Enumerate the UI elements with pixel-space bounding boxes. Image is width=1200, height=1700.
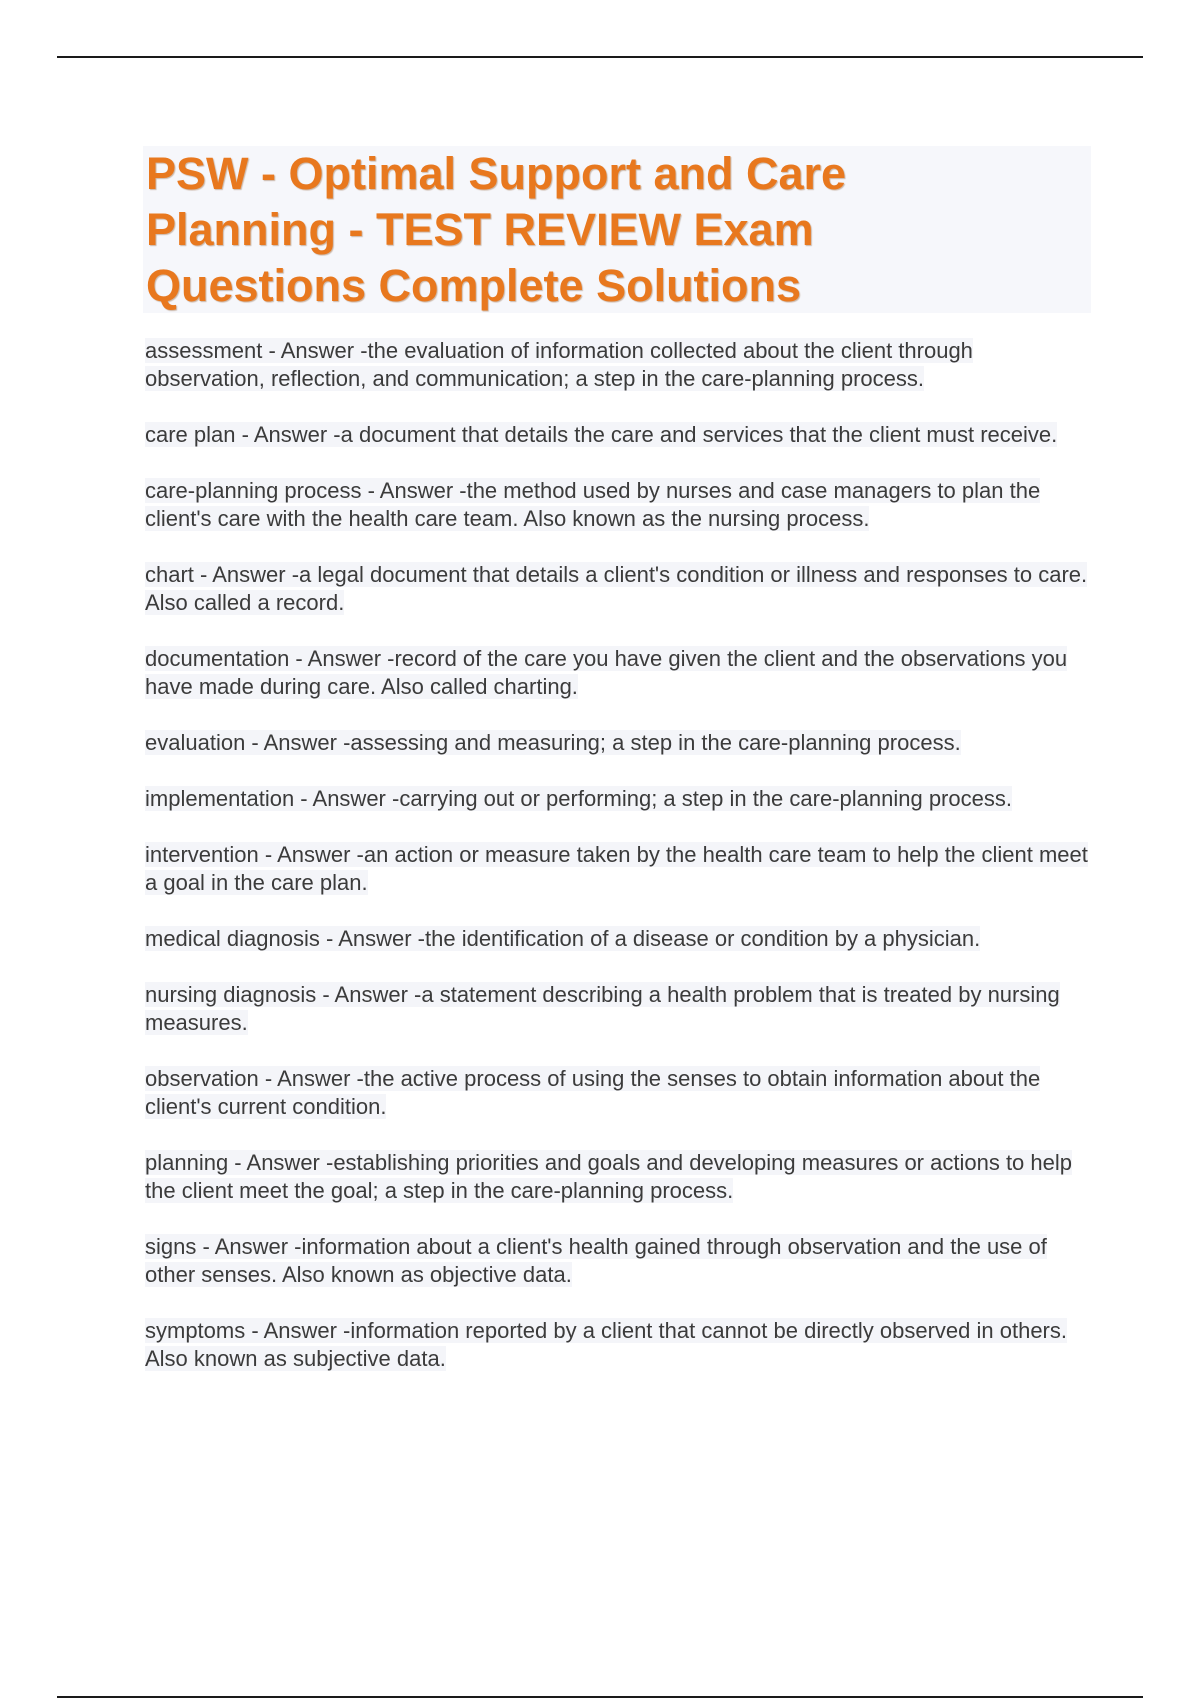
bottom-rule bbox=[57, 1696, 1143, 1698]
glossary-entry bbox=[145, 1233, 1095, 1289]
glossary-entry bbox=[145, 1065, 1095, 1121]
glossary-entry bbox=[145, 337, 1095, 393]
glossary-entry-text: nursing diagnosis - Answer -a statement describing a health problem that is treated by nursing measures. bbox=[145, 982, 1060, 1035]
glossary-entry-text: implementation - Answer -carrying out or performing; a step in the care-planning process. bbox=[145, 786, 1012, 811]
glossary-entry-text: intervention - Answer -an action or measure taken by the health care team to help the client meet a goal in the care plan. bbox=[145, 842, 1088, 895]
glossary-list bbox=[145, 337, 1095, 1373]
glossary-entry-text: medical diagnosis - Answer -the identification of a disease or condition by a physician. bbox=[145, 926, 981, 951]
glossary-entry bbox=[145, 785, 1095, 813]
top-rule bbox=[57, 56, 1143, 58]
glossary-entry-text: evaluation - Answer -assessing and measuring; a step in the care-planning process. bbox=[145, 730, 961, 755]
glossary-entry-text: care plan - Answer -a document that details the care and services that the client must receive. bbox=[145, 422, 1058, 447]
glossary-entry-text: care-planning process - Answer -the method used by nurses and case managers to plan the client's care with the health care team. Also known as the nursing process. bbox=[145, 478, 1041, 531]
glossary-entry bbox=[145, 421, 1095, 449]
glossary-entry bbox=[145, 645, 1095, 701]
glossary-entry-text: planning - Answer -establishing priorities and goals and developing measures or actions to help the client meet the goal; a step in the care-planning process. bbox=[145, 1150, 1072, 1203]
glossary-entry bbox=[145, 729, 1095, 757]
glossary-entry-text: chart - Answer -a legal document that details a client's condition or illness and responses to care. Also called a record. bbox=[145, 562, 1088, 615]
glossary-entry bbox=[145, 477, 1095, 533]
glossary-entry-text: signs - Answer -information about a client's health gained through observation and the use of other senses. Also known as objective data. bbox=[145, 1234, 1047, 1287]
glossary-entry-text: symptoms - Answer -information reported by a client that cannot be directly observed in others. Also known as subjective data. bbox=[145, 1318, 1067, 1371]
glossary-entry bbox=[145, 561, 1095, 617]
glossary-entry bbox=[145, 841, 1095, 897]
glossary-entry-text: observation - Answer -the active process of using the senses to obtain information about the client's current condition. bbox=[145, 1066, 1041, 1119]
glossary-entry bbox=[145, 1149, 1095, 1205]
glossary-entry-text: documentation - Answer -record of the care you have given the client and the observations you have made during care. Also called charting. bbox=[145, 646, 1068, 699]
glossary-entry bbox=[145, 1317, 1095, 1373]
glossary-entry bbox=[145, 925, 1095, 953]
document-title: PSW - Optimal Support and Care Planning - TEST REVIEW Exam Questions Complete Solutions bbox=[146, 148, 847, 311]
glossary-entry-text: assessment - Answer -the evaluation of information collected about the client through observation, reflection, and communication; a step in the care-planning process. bbox=[145, 338, 973, 391]
glossary-entry bbox=[145, 981, 1095, 1037]
